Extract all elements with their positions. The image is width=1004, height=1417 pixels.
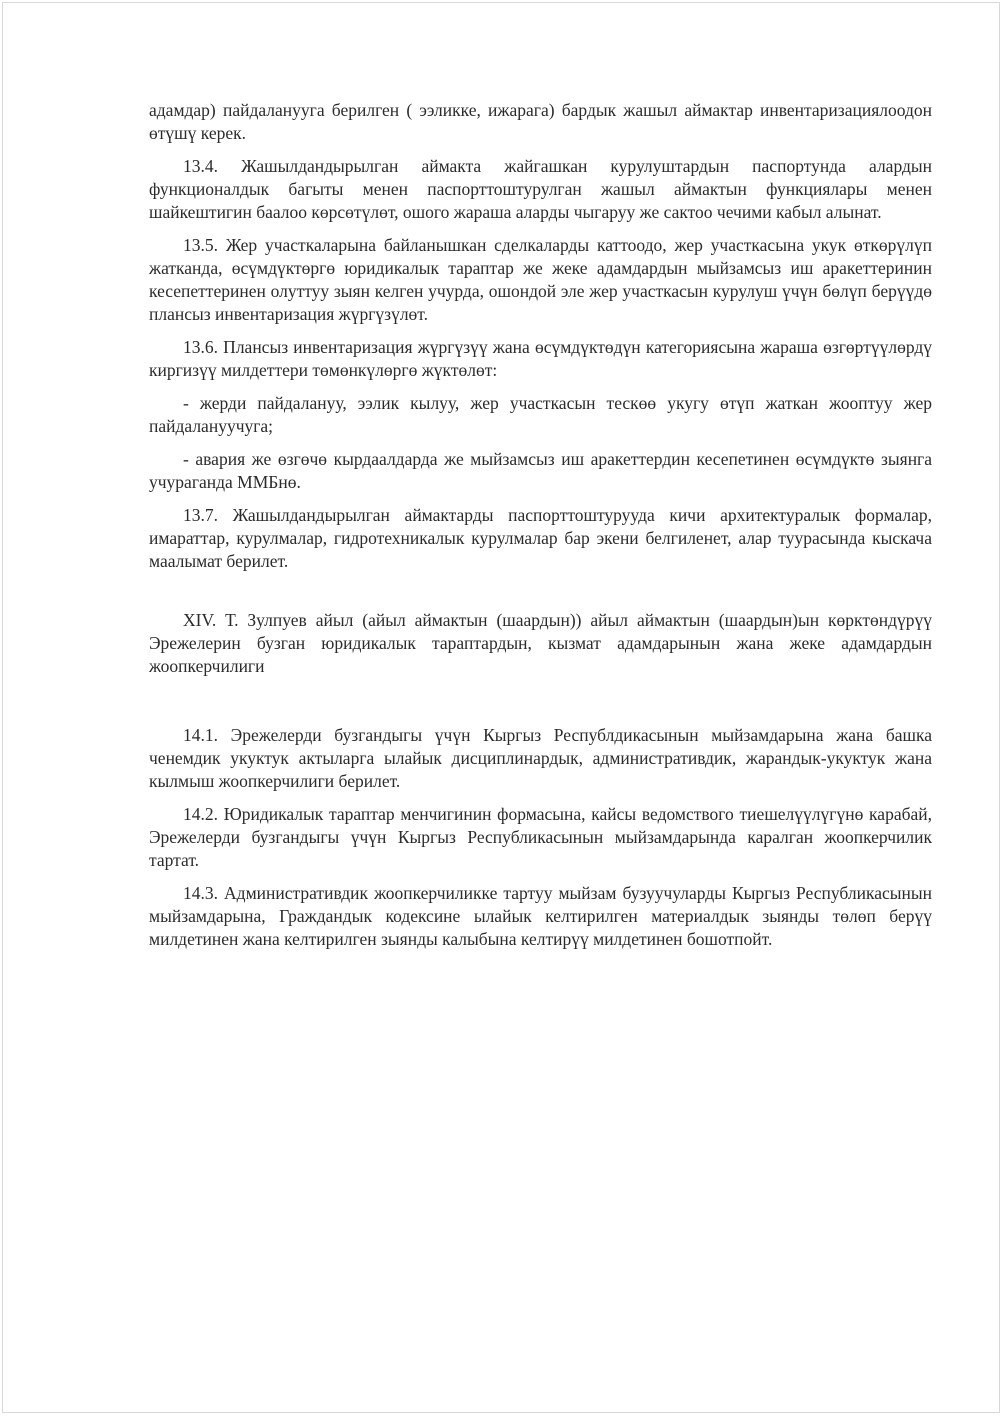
paragraph-14-2: 14.2. Юридикалык тараптар менчигинин формасына, кайсы ведомствого тиешелүүлүгүнө карабай, Эрежелерди бузгандыгы үчүн Кыргыз Республикасынын мыйзамдарында каралган жоопкерчилик тартат. xyxy=(149,804,932,870)
list-item-land-user: - жерди пайдалануу, ээлик кылуу, жер участкасын тескөө укугу өтүп жаткан жооптуу жер пайдалануучуга; xyxy=(149,393,932,436)
paragraph-13-4: 13.4. Жашылдандырылган аймакта жайгашкан курулуштардын паспортунда алардын функционалдык багыты менен паспорттоштурулган жашыл аймактын функциялары менен шайкештигин баалоо көрсөтүлөт, ошого жараша аларды чыгаруу же сактоо чечими кабыл алынат. xyxy=(149,156,932,222)
list-item-emergency: - авария же өзгөчө кырдаалдарда же мыйзамсыз иш аракеттердин кесепетинен өсүмдүктө зыянга учураганда ММБнө. xyxy=(149,449,932,492)
document-body xyxy=(149,99,932,961)
paragraph-14-3: 14.3. Административдик жоопкерчиликке тартуу мыйзам бузуучуларды Кыргыз Республикасынын мыйзамдарына, Граждандык кодексине ылайык келтирилген материалдык зыянды төлөп берүү милдетинен жана келтирилген зыянды калыбына келтирүү милдетинен бошотпойт. xyxy=(149,883,932,949)
paragraph-13-6: 13.6. Плансыз инвентаризация жүргүзүү жана өсүмдүктөдүн категориясына жараша өзгөртүүлөрдү киргизүү милдеттери төмөнкүлөргө жүктөлөт: xyxy=(149,337,932,380)
paragraph-continuation: адамдар) пайдаланууга берилген ( ээликке, ижарага) бардык жашыл аймактар инвентаризациялоодон өтүшү керек. xyxy=(149,100,932,143)
paragraph-13-5: 13.5. Жер участкаларына байланышкан сделкаларды каттоодо, жер участкасына укук өткөрүлүп жатканда, өсүмдүктөргө юридикалык тараптар же жеке адамдардын мыйзамсыз иш аракеттеринин кесепеттеринен олуттуу зыян келген учурда, ошондой эле жер участкасын курулуш үчүн бөлүп берүүдө плансыз инвентаризация жүргүзүлөт. xyxy=(149,235,932,324)
section-heading: XIV. Т. Зулпуев айыл (айыл аймактын (шаардын)) айыл аймактын (шаардын)ын көрктөндүрүү Эрежелерин бузган юридикалык тараптардын, кызмат адамдарынын жана жеке адамдардын жоопкерчилиги xyxy=(149,610,932,676)
paragraph-14-1: 14.1. Эрежелерди бузгандыгы үчүн Кыргыз Республдикасынын мыйзамдарына жана башка ченемдик укуктук актыларга ылайык дисциплинардык, административдик, жарандык-укуктук жана кылмыш жоопкерчилиги берилет. xyxy=(149,725,932,791)
document-page xyxy=(2,2,1000,1413)
paragraph-13-7: 13.7. Жашылдандырылган аймактарды паспорттоштурууда кичи архитектуралык формалар, имараттар, курулмалар, гидротехникалык курулмалар бар экени белгиленет, алар туурасында кыскача маалымат берилет. xyxy=(149,505,932,571)
